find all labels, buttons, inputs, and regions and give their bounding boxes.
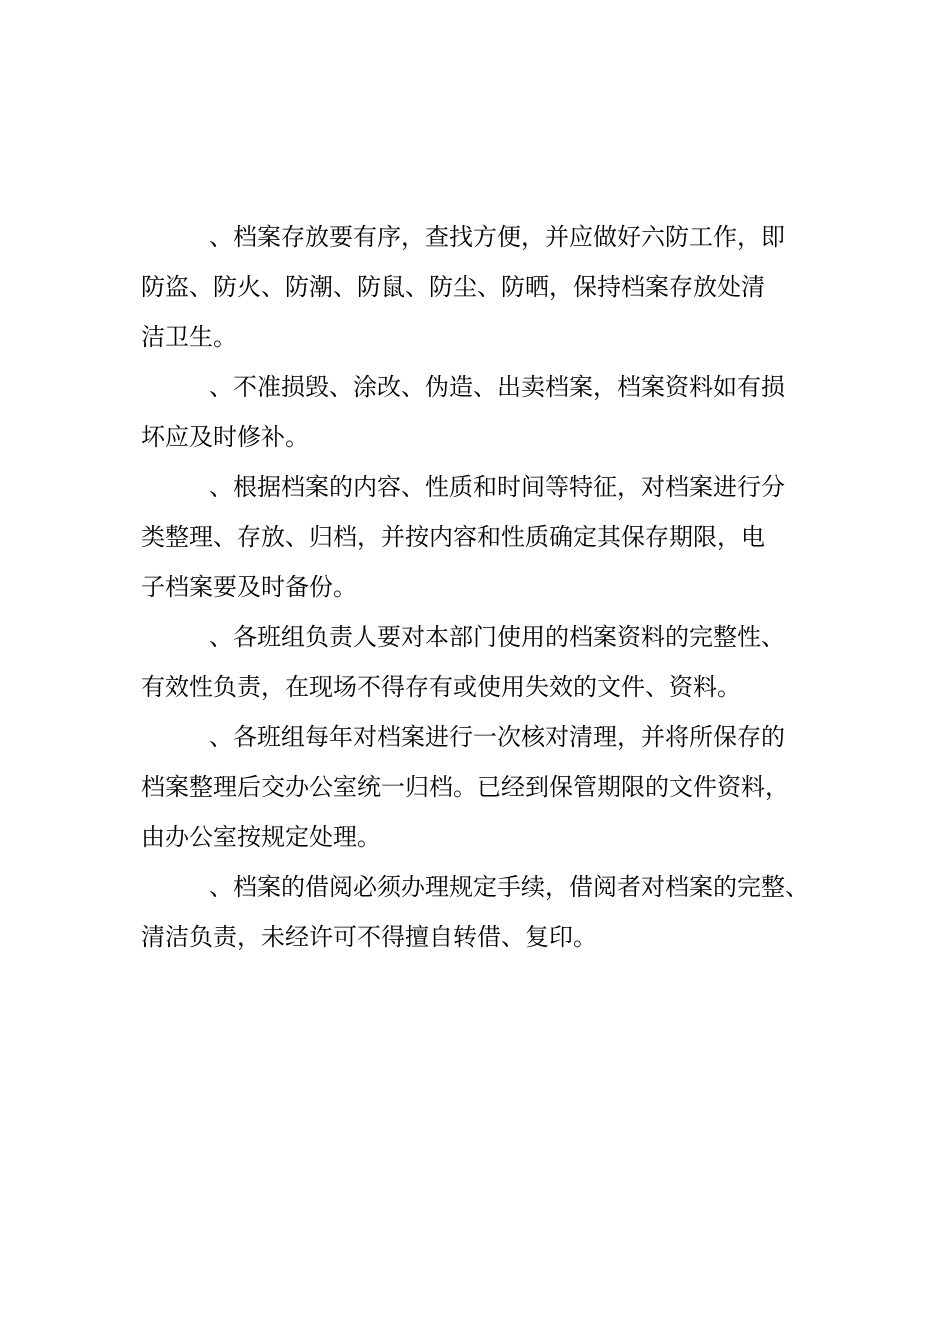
paragraph-line: 、不准损毁、涂改、伪造、出卖档案，档案资料如有损	[209, 373, 785, 401]
paragraph-1	[141, 212, 841, 362]
paragraph-line: 类整理、存放、归档，并按内容和性质确定其保存期限，电	[141, 523, 765, 551]
paragraph-5	[141, 712, 841, 862]
paragraph-line: 由办公室按规定处理。	[141, 823, 381, 851]
paragraph-line: 、档案的借阅必须办理规定手续，借阅者对档案的完整、	[209, 873, 809, 901]
paragraph-line: 、根据档案的内容、性质和时间等特征，对档案进行分	[209, 473, 785, 501]
paragraph-3	[141, 462, 841, 612]
paragraph-line: 防盗、防火、防潮、防鼠、防尘、防晒，保持档案存放处清	[141, 273, 765, 301]
paragraph-2	[141, 362, 841, 462]
document-body	[141, 212, 841, 962]
paragraph-line: 坏应及时修补。	[141, 423, 309, 451]
paragraph-line: 子档案要及时备份。	[141, 573, 357, 601]
paragraph-line: 、档案存放要有序，查找方便，并应做好六防工作，即	[209, 223, 785, 251]
paragraph-6	[141, 862, 841, 962]
paragraph-line: 清洁负责，未经许可不得擅自转借、复印。	[141, 923, 597, 951]
paragraph-line: 、各班组负责人要对本部门使用的档案资料的完整性、	[209, 623, 785, 651]
paragraph-line: 洁卫生。	[141, 323, 237, 351]
paragraph-line: 有效性负责，在现场不得存有或使用失效的文件、资料。	[141, 673, 741, 701]
paragraph-4	[141, 612, 841, 712]
paragraph-line: 档案整理后交办公室统一归档。已经到保管期限的文件资料，	[141, 773, 789, 801]
paragraph-line: 、各班组每年对档案进行一次核对清理，并将所保存的	[209, 723, 785, 751]
